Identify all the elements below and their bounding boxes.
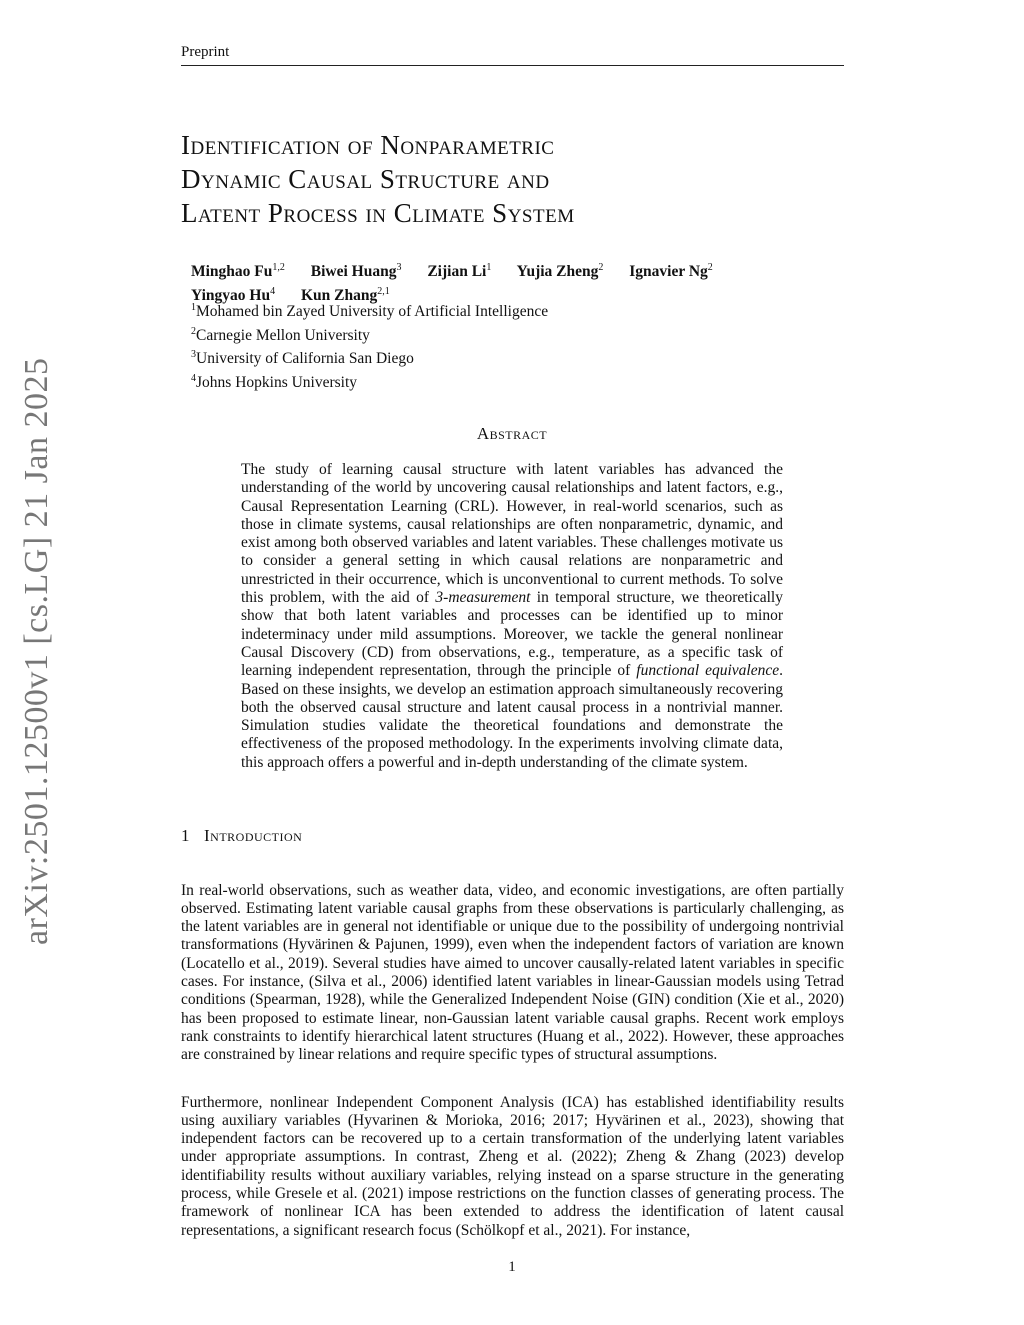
title-line: Dynamic Causal Structure and: [181, 164, 550, 194]
header-rule: [181, 65, 844, 66]
affiliation: $^4$Johns Hopkins University: [191, 372, 358, 392]
author: Kun Zhang$^{2,1}$: [300, 286, 390, 305]
affiliation: $^2$Carnegie Mellon University: [191, 325, 370, 344]
paper-title: [181, 128, 575, 230]
abstract-heading: Abstract: [476, 424, 548, 443]
author: Minghao Fu$^{1,2}$: [191, 262, 285, 281]
title-line: Identification of Nonparametric: [181, 130, 555, 160]
emphasis-term: functional equivalence: [636, 662, 780, 680]
emphasis-term: 3-measurement: [435, 589, 531, 607]
affiliation: $^1$Mohamed bin Zayed University of Artificial Intelligence: [191, 302, 549, 321]
abstract-text: The study of learning causal structure with latent variables has advanced the understanding of the world by uncovering causal relationships and latent factors, e.g., Causal Representation Learning (CRL). However, in real-world scenarios, such as those in climate systems, causal relationships are often nonparametric, dynamic, and exist among both observed variables and latent variables. These challenges motivate us to consider a general setting in which causal relations are nonparametric and unrestricted in their occurrence, which is unconventional to current methods. To solve this problem, with the aid of 3-measurement in temporal structure, we theoretically show that both latent variables and processes can be identified up to minor indeterminacy under mild assumptions. Moreover, we tackle the general nonlinear Causal Discovery (CD) from observations, e.g., temperature, as a specific task of learning independent representation, through the principle of functional equivalence. Based on these insights, we develop an estimation approach simultaneously recovering both the observed causal structure and latent causal process in a nontrivial manner. Simulation studies validate the theoretical foundations and demonstrate the effectiveness of the proposed methodology. In the experiments involving climate data, this approach offers a powerful and in-depth understanding of the climate system.: [241, 461, 783, 771]
body-paragraph: In real-world observations, such as weather data, video, and economic investigations, are often partially observed. Estimating latent variable causal graphs from these observations is particularly challenging, as the latent variables are in general not identifiable or unique due to the possibility of undergoing nontrivial transformations (Hyvärinen & Pajunen, 1999), even when the independent factors of variation are known (Locatello et al., 2019). Several studies have aimed to uncover causally-related latent variables in specific cases. For instance, (Silva et al., 2006) identified latent variables in linear-Gaussian models using Tetrad conditions (Spearman, 1928), while the Generalized Independent Noise (GIN) condition (Xie et al., 2020) has been proposed to estimate linear, non-Gaussian latent variable causal graphs. Recent work employs rank constraints to identify hierarchical latent structures (Huang et al., 2022). However, these approaches are constrained by linear relations and require specific types of structural assumptions.: [181, 881, 844, 1064]
author: Yingyao Hu$^4$: [191, 286, 276, 305]
section-title: Introduction: [204, 826, 303, 845]
running-head: Preprint: [181, 44, 230, 60]
title-line: Latent Process in Climate System: [181, 198, 575, 228]
section-number: 1: [181, 826, 190, 845]
author: Zijian Li$^1$: [427, 262, 492, 281]
affiliation: $^3$University of California San Diego: [191, 349, 414, 368]
arxiv-stamp: arXiv:2501.12500v1 [cs.LG] 21 Jan 2025: [18, 357, 55, 945]
author: Biwei Huang$^3$: [310, 262, 402, 281]
section-heading: [181, 826, 302, 846]
author: Yujia Zheng$^2$: [516, 262, 604, 281]
body-paragraph: Furthermore, nonlinear Independent Component Analysis (ICA) has established identifiability results using auxiliary variables (Hyvarinen & Morioka, 2016; 2017; Hyvärinen et al., 2023), showing that independent factors can be recovered up to a certain transformation of the underlying latent variables under appropriate assumptions. In contrast, Zheng et al. (2022); Zheng & Zhang (2023) develop identifiability results without auxiliary variables, relying instead on a sparse structure in the generating process, while Gresele et al. (2021) impose restrictions on the function classes of generating process. The framework of nonlinear ICA has been extended to address the identification of latent causal representations, a significant research focus (Schölkopf et al., 2021). For instance,: [181, 1093, 844, 1239]
page-number: 1: [508, 1259, 516, 1275]
author: Ignavier Ng$^2$: [629, 262, 713, 281]
affiliation-list: [191, 298, 548, 393]
